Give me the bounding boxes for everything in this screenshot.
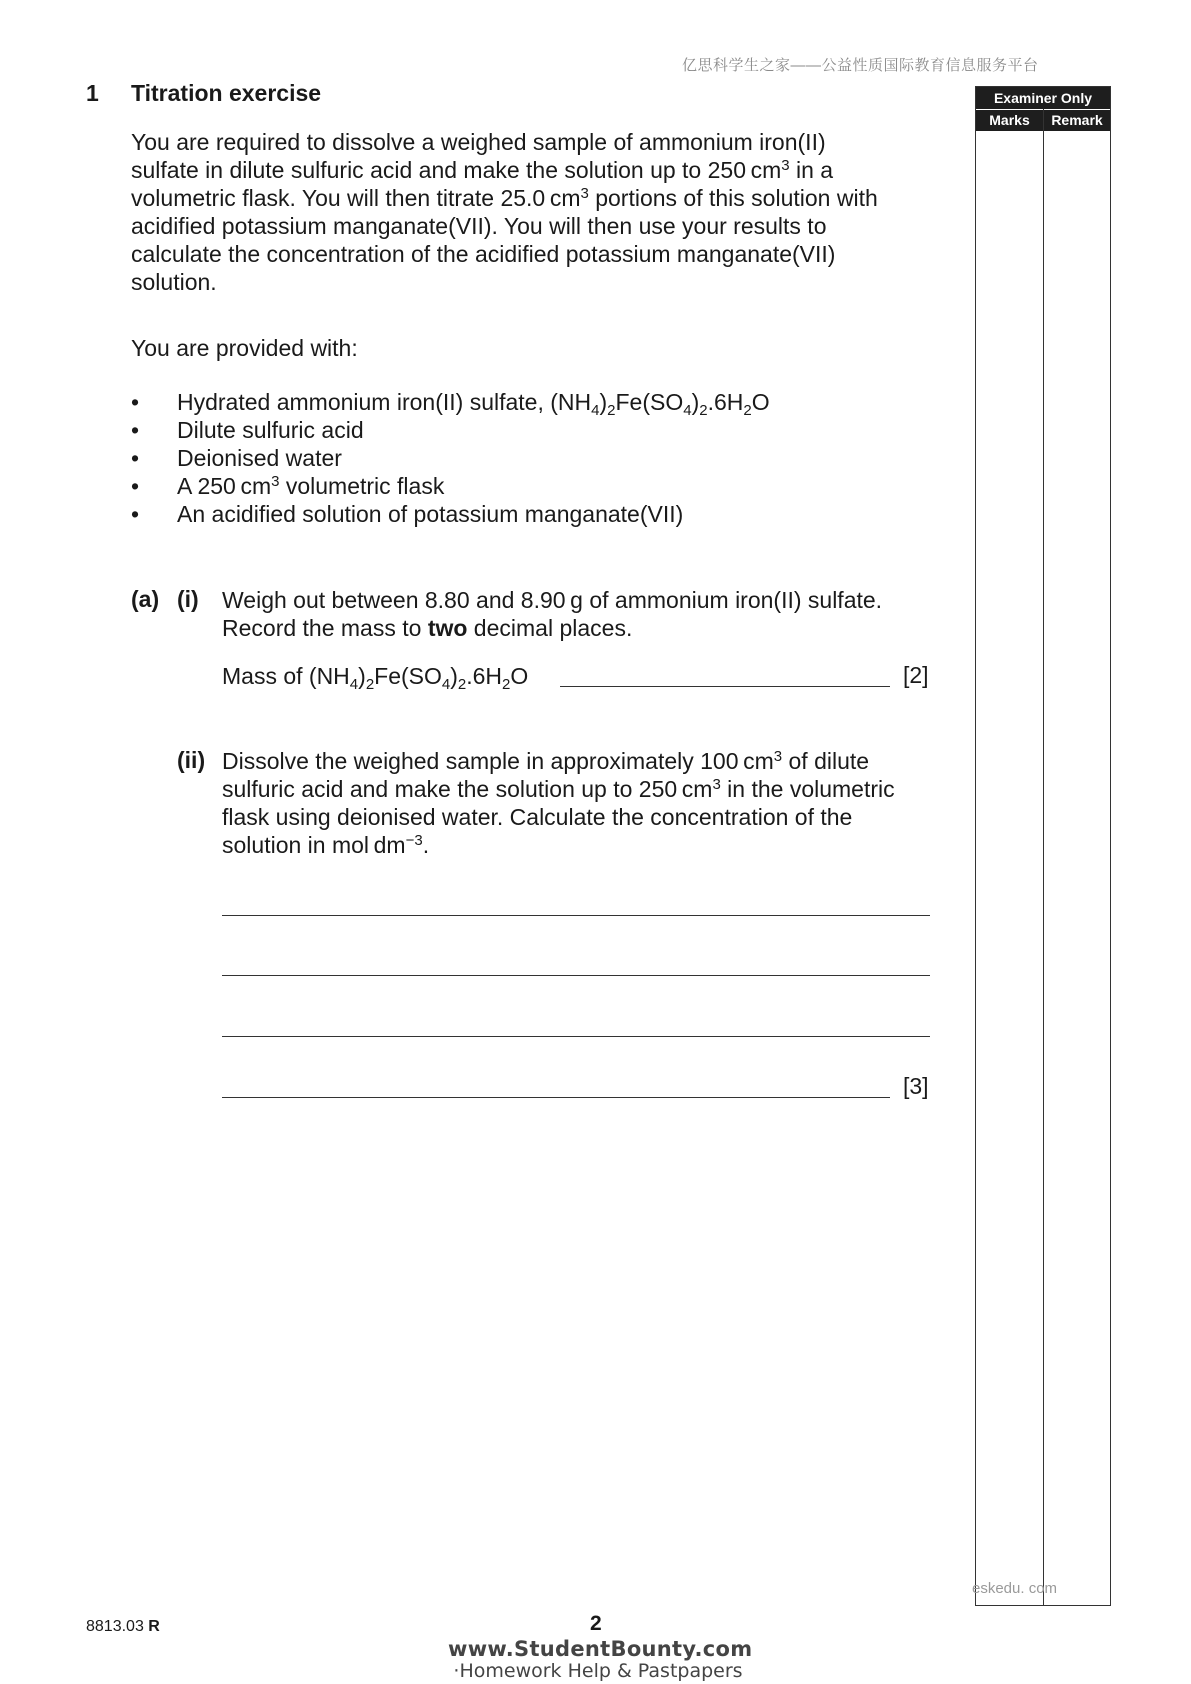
column-divider	[1043, 109, 1044, 1605]
eskedu-watermark: eskedu. com	[972, 1580, 1058, 1597]
answer-line-1[interactable]	[222, 915, 930, 916]
part-i-label: (i)	[177, 586, 199, 612]
question-number: 1	[86, 80, 99, 106]
page-number: 2	[590, 1612, 602, 1635]
paper-code: 8813.03 R	[86, 1618, 160, 1635]
answer-line-4[interactable]	[222, 1097, 890, 1098]
list-item: • A 250 $cm^3$ volumetric flask	[131, 472, 770, 500]
answer-line-3[interactable]	[222, 1036, 930, 1037]
mass-answer-line[interactable]	[560, 686, 890, 687]
part-a-label: (a)	[131, 586, 160, 612]
provided-list	[131, 388, 770, 528]
marks-ii: [3]	[903, 1073, 929, 1099]
marks-column-header: Marks	[976, 110, 1043, 131]
mass-label: Mass of $(NH_4)_2Fe(SO_4)_2.6H_2O$	[222, 663, 529, 693]
part-i-text: Weigh out between 8.80 and 8.90 g of ammonium iron(II) sulfate. Record the mass to two decimal places.	[222, 587, 883, 641]
list-item: • Hydrated ammonium iron(II) sulfate, $(NH_4)_2Fe(SO_4)_2.6H_2O$	[131, 388, 770, 416]
studentbounty-watermark: www.StudentBounty.com ·Homework Help & Pastpapers	[448, 1637, 753, 1682]
list-item: • Deionised water	[131, 444, 770, 472]
remark-column-header: Remark	[1044, 110, 1110, 131]
part-ii-text: Dissolve the weighed sample in approximately 100 $cm^3$ of dilute sulfuric acid and make the solution up to 250 $cm^3$ in the volumetric flask using deionised water. Calculate the concentration of the solution in mol $dm^{-3}$.	[222, 748, 895, 858]
intro-paragraph: You are required to dissolve a weighed sample of ammonium iron(II) sulfate in dilute sulfuric acid and make the solution up to 250 $cm^3$ in a volumetric flask. You will then titrate 25.0 $cm^3$ portions of this solution with acidified potassium manganate(VII). You will then use your results to calculate the concentration of the acidified potassium manganate(VII) solution.	[131, 129, 878, 295]
watermark-header: 亿思科学生之家——公益性质国际教育信息服务平台	[682, 57, 1039, 74]
list-item: • Dilute sulfuric acid	[131, 416, 770, 444]
examiner-only-title: Examiner Only	[976, 87, 1110, 109]
answer-line-2[interactable]	[222, 975, 930, 976]
part-ii-label: (ii)	[177, 747, 206, 773]
provided-label: You are provided with:	[131, 335, 358, 361]
marks-i: [2]	[903, 662, 929, 688]
examiner-only-box	[975, 86, 1111, 1606]
list-item: • An acidified solution of potassium manganate(VII)	[131, 500, 770, 528]
question-title: Titration exercise	[131, 80, 322, 106]
